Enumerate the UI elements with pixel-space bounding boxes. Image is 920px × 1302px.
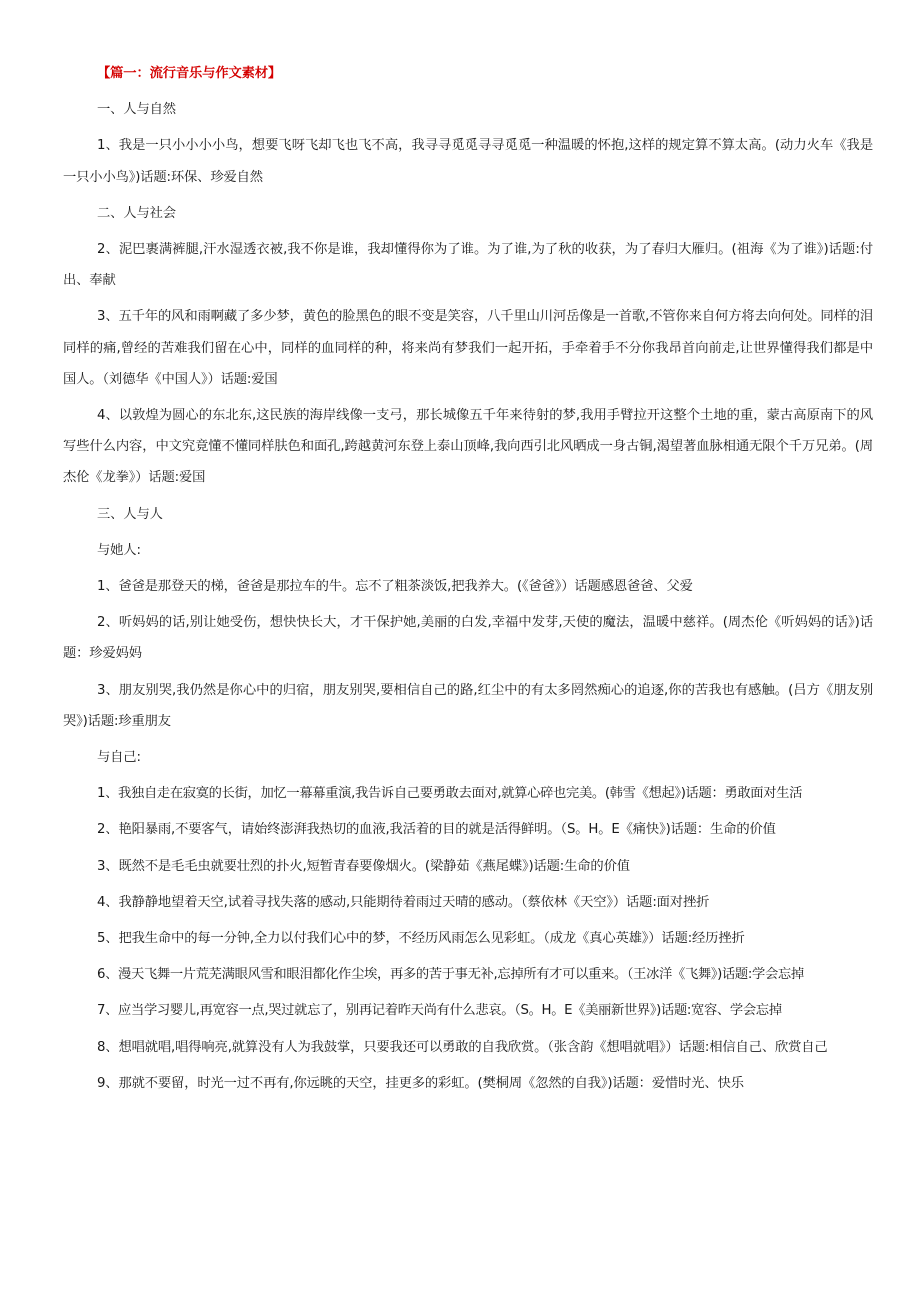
paragraph-self-8: 8、想唱就唱,唱得响亮,就算没有人为我鼓掌，只要我还可以勇敢的自我欣赏。（张含韵《想唱就唱》）话题:相信自己、欣赏自己 [97,1039,828,1055]
subheading-others: 与她人: [97,542,141,558]
paragraph-society-3: 3、五千年的风和雨啊藏了多少梦，黄色的脸黑色的眼不变是笑容，八千里山川河岳像是一首歌,不管你来自何方将去向何处。同样的泪同样的痛,曾经的苦难我们留在心中，同样的血同样的种，将来尚有梦我们一起开拓，手牵着手不分你我昂首向前走,让世界懂得我们都是中国人。（刘德华《中国人》）话题:爱国 [63,309,873,387]
paragraph-self-9: 9、那就不要留，时光一过不再有,你远眺的天空，挂更多的彩虹。(樊桐周《忽然的自我》)话题：爱惜时光、快乐 [97,1075,744,1091]
paragraph-self-1: 1、我独自走在寂寞的长街，加忆一幕幕重演,我告诉自己要勇敢去面对,就算心碎也完美。(韩雪《想起》)话题：勇敢面对生活 [97,786,803,802]
paragraph-self-6: 6、漫天飞舞一片荒芜满眼风雪和眼泪都化作尘埃，再多的苦于事无补,忘掉所有才可以重来。（王冰洋《飞舞》)话题:学会忘掉 [97,967,804,983]
paragraph-self-2: 2、艳阳暴雨,不要客气，请始终澎湃我热切的血液,我活着的目的就是活得鲜明。（S。H。E《痛快》)话题：生命的价值 [97,822,776,838]
paragraph-self-4: 4、我静静地望着天空,试着寻找失落的感动,只能期待着雨过天晴的感动。（蔡依林《天空》）话题:面对挫折 [97,894,710,910]
paragraph-nature-1: 1、我是一只小小小小鸟，想要飞呀飞却飞也飞不高，我寻寻觅觅寻寻觅觅一种温暖的怀抱,这样的规定算不算太高。(动力火车《我是一只小小鸟》)话题:环保、珍爱自然 [63,138,873,185]
document-title: 【篇一：流行音乐与作文素材】 [97,66,282,81]
document-page [63,58,873,1104]
paragraph-society-4: 4、以敦煌为圆心的东北东,这民族的海岸线像一支弓，那长城像五千年来待射的梦,我用手臂拉开这整个土地的重，蒙古高原南下的风写些什么内容，中文究竟懂不懂同样肤色和面孔,跨越黄河东登上泰山顶峰,我向西引北风晒成一身古铜,渴望著血脉相通无限个千万兄弟。(周杰伦《龙拳》）话题:爱国 [63,408,873,486]
paragraph-others-1: 1、爸爸是那登天的梯，爸爸是那拉车的牛。忘不了粗茶淡饭,把我养大。(《爸爸》）话题感恩爸爸、父爱 [97,579,693,595]
paragraph-others-2: 2、听妈妈的话,别让她受伤，想快快长大，才干保护她,美丽的白发,幸福中发芽,天使的魔法，温暖中慈祥。(周杰伦《听妈妈的话》)话题：珍爱妈妈 [63,615,873,662]
paragraph-self-5: 5、把我生命中的每一分钟,全力以付我们心中的梦，不经历风雨怎么见彩虹。（成龙《真心英雄》）话题:经历挫折 [97,931,745,947]
section-heading-society: 二、人与社会 [97,205,176,221]
section-heading-people: 三、人与人 [97,506,163,522]
paragraph-others-3: 3、朋友别哭,我仍然是你心中的归宿，朋友别哭,要相信自己的路,红尘中的有太多罔然痴心的追逐,你的苦我也有感触。(吕方《朋友别哭》)话题:珍重朋友 [63,682,873,729]
section-heading-nature: 一、人与自然 [97,102,176,118]
subheading-self: 与自己: [97,750,141,766]
paragraph-self-3: 3、既然不是毛毛虫就要壮烈的扑火,短暂青春要像烟火。(梁静茹《燕尾蝶》)话题:生命的价值 [97,858,630,874]
paragraph-society-2: 2、泥巴裹满裤腿,汗水湿透衣被,我不你是谁，我却懂得你为了谁。为了谁,为了秋的收获，为了春归大雁归。(祖海《为了谁》)话题:付出、奉献 [63,242,873,289]
paragraph-self-7: 7、应当学习婴儿,再宽容一点,哭过就忘了，别再记着昨天尚有什么悲哀。（S。H。E《美丽新世界》)话题:宽容、学会忘掉 [97,1003,782,1019]
